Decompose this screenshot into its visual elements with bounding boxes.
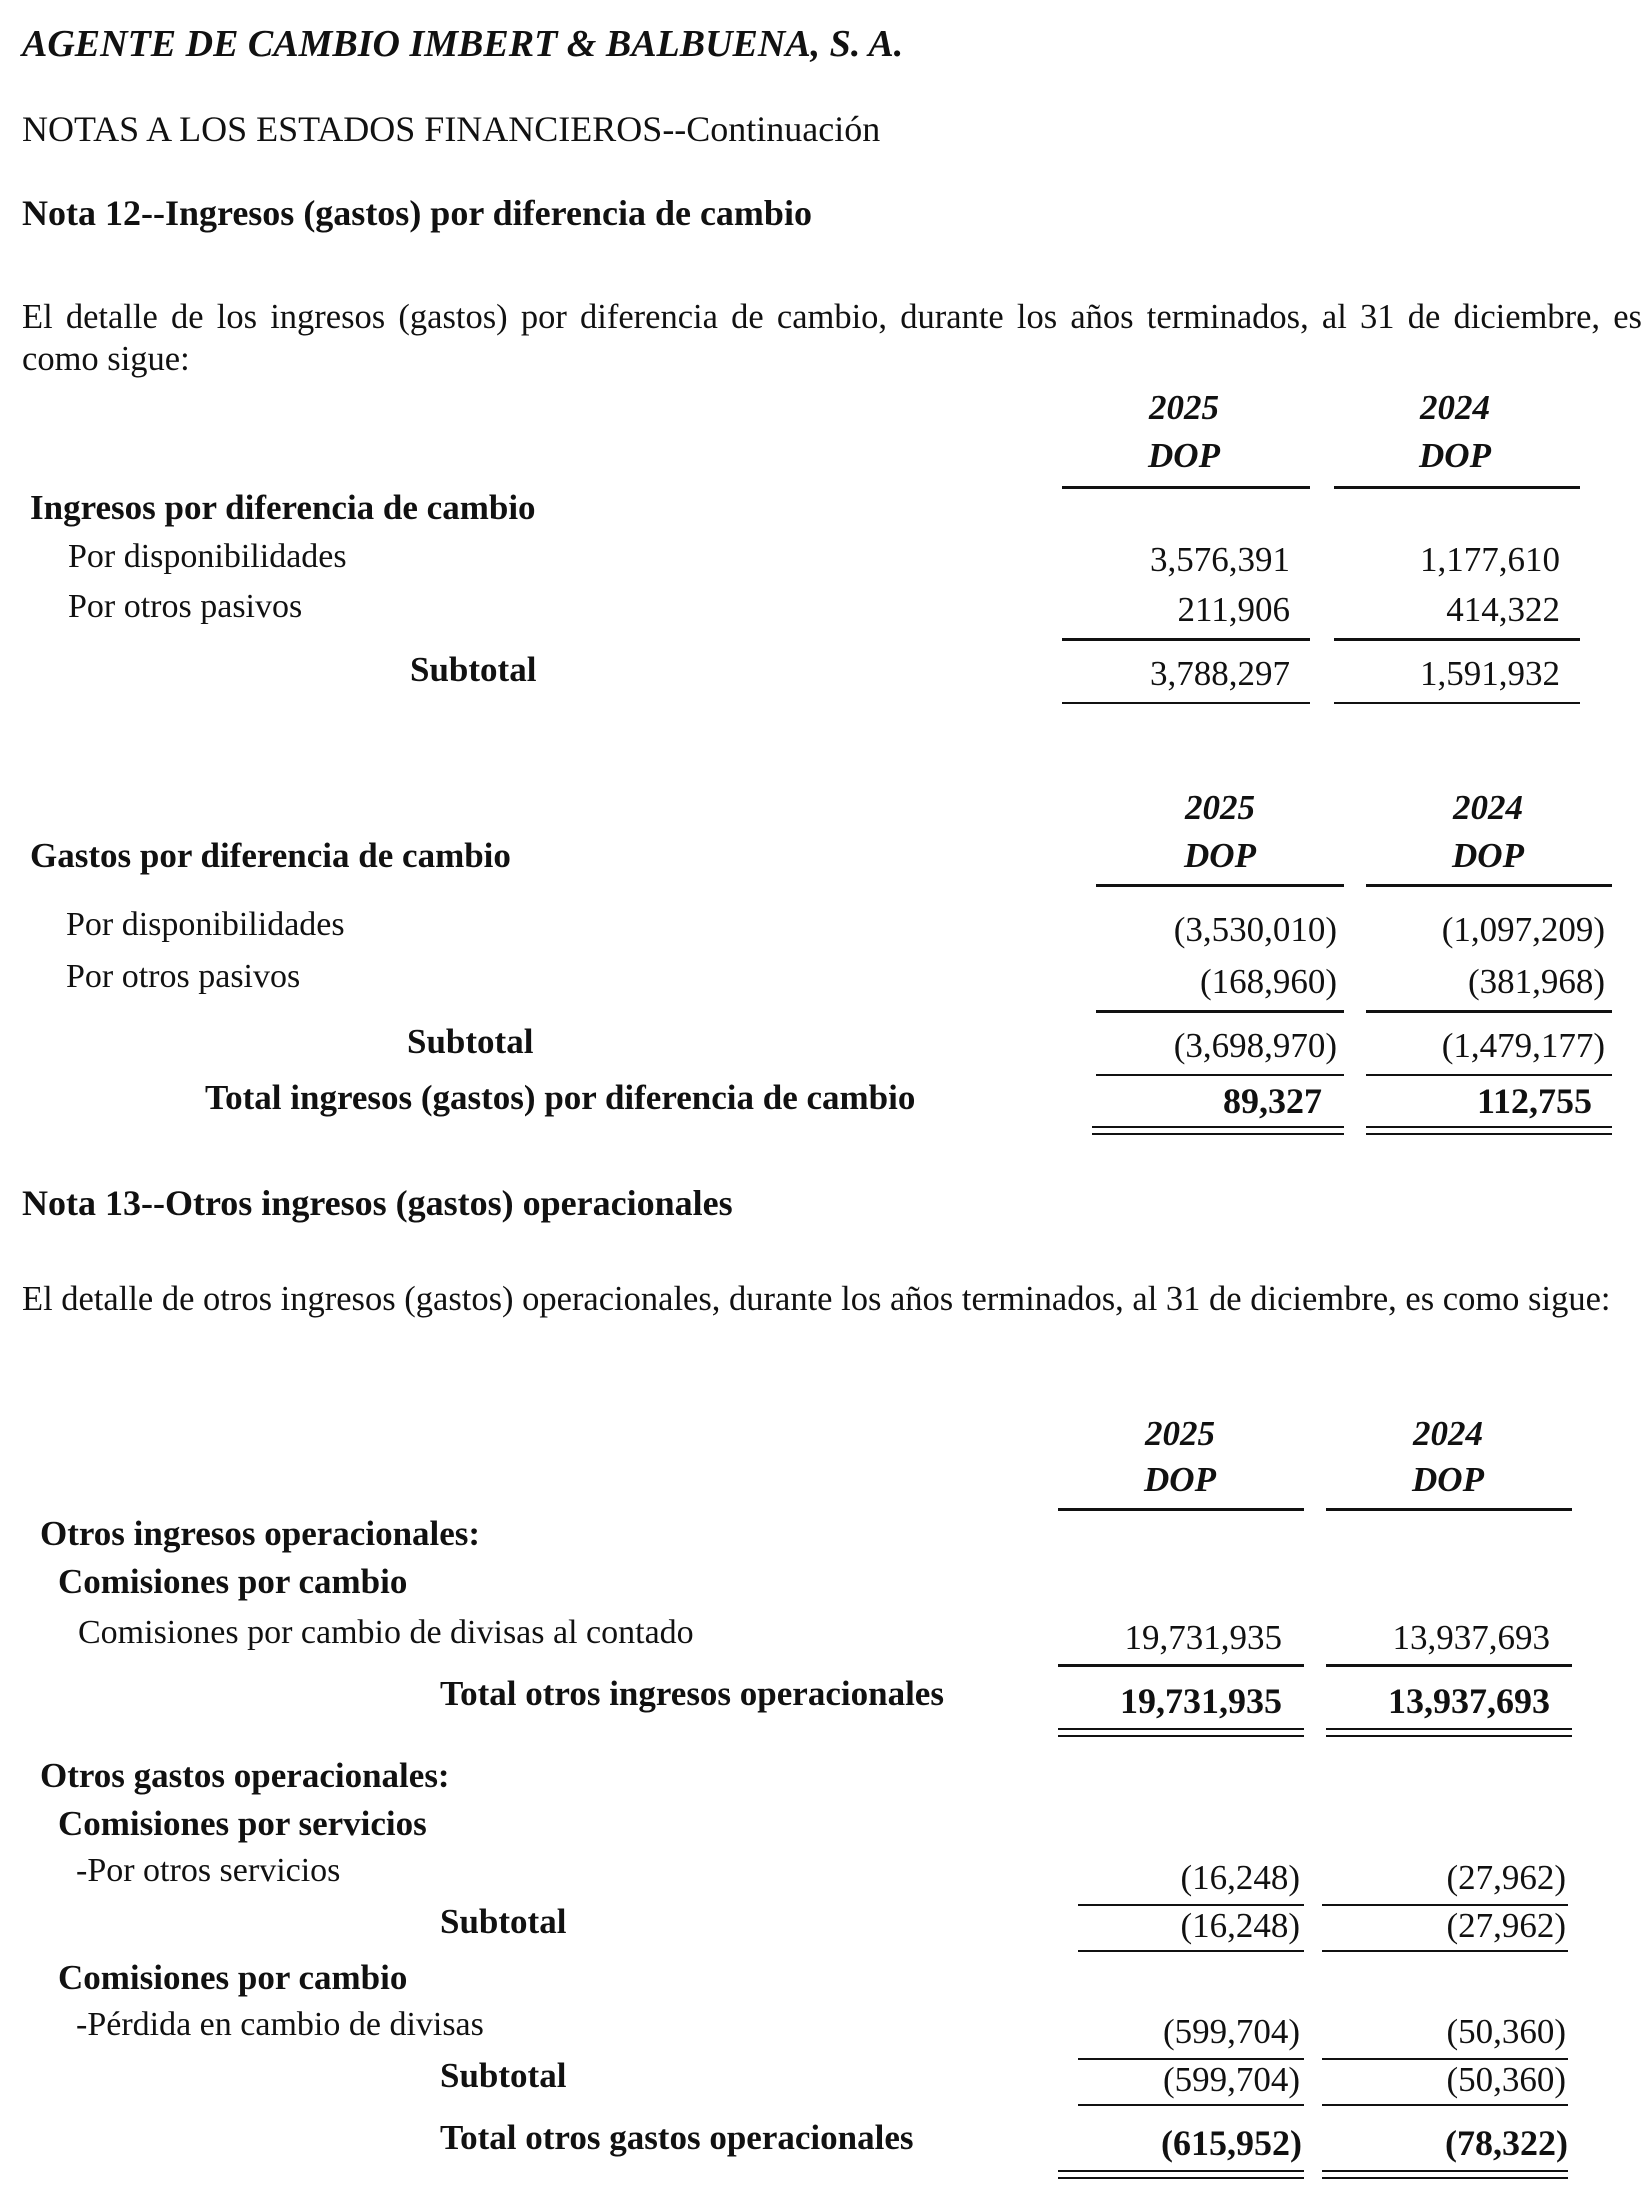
- total-otros-ingresos-label: Total otros ingresos operacionales: [440, 1674, 944, 1713]
- subtotal-rule: [1322, 2104, 1568, 2106]
- nota13-col-year-2025: 2025: [1145, 1414, 1215, 1453]
- nota-13-title: Nota 13--Otros ingresos (gastos) operacionales: [22, 1183, 733, 1223]
- ingresos-col-year-2024: 2024: [1420, 388, 1490, 427]
- total-otros-gastos-2025: (615,952): [1161, 2123, 1302, 2163]
- subtotal-rule: [1366, 1074, 1612, 1076]
- ingresos-subtotal-2024: 1,591,932: [1420, 654, 1560, 693]
- double-rule: [1092, 1126, 1344, 1135]
- ingresos-col-currency-2024: DOP: [1419, 436, 1491, 475]
- nota-12-title: Nota 12--Ingresos (gastos) por diferencia de cambio: [22, 193, 812, 233]
- gastos-row-value-2024: (381,968): [1467, 962, 1605, 1001]
- gastos-row-value-2025: (3,530,010): [1173, 910, 1337, 949]
- double-rule: [1366, 1126, 1612, 1135]
- total-diferencia-cambio-label: Total ingresos (gastos) por diferencia de cambio: [205, 1078, 916, 1117]
- otros-gastos-label: Otros gastos operacionales:: [40, 1756, 450, 1795]
- subtotal-rule: [1078, 1950, 1304, 1952]
- ingresos-row-value-2025: 211,906: [1177, 590, 1290, 629]
- gastos-subtotal-2024: (1,479,177): [1441, 1026, 1605, 1065]
- gastos-row-value-2025: (168,960): [1199, 962, 1337, 1001]
- nota13-col-year-2024: 2024: [1413, 1414, 1483, 1453]
- ingresos-row-value-2024: 414,322: [1446, 590, 1560, 629]
- subtotal-cambio-label: Subtotal: [440, 2056, 567, 2095]
- header-rule: [1326, 1508, 1572, 1511]
- subtotal-rule: [1366, 1010, 1612, 1013]
- company-name: AGENTE DE CAMBIO IMBERT & BALBUENA, S. A.: [22, 23, 904, 65]
- document-subtitle: NOTAS A LOS ESTADOS FINANCIEROS--Continuación: [22, 109, 881, 149]
- comisiones-cambio-label: Comisiones por cambio: [58, 1562, 408, 1601]
- subtotal-servicios-label: Subtotal: [440, 1902, 567, 1941]
- subtotal-rule: [1096, 1010, 1344, 1013]
- total-diferencia-cambio-2024: 112,755: [1476, 1081, 1592, 1121]
- subtotal-cambio-2025: (599,704): [1162, 2060, 1300, 2099]
- header-rule: [1062, 486, 1310, 489]
- header-rule: [1096, 884, 1344, 887]
- total-otros-ingresos-2025: 19,731,935: [1120, 1681, 1282, 1721]
- ingresos-section-label: Ingresos por diferencia de cambio: [30, 488, 536, 527]
- subtotal-cambio-2024: (50,360): [1446, 2060, 1566, 2099]
- subtotal-rule: [1062, 638, 1310, 641]
- nota-13-intro: El detalle de otros ingresos (gastos) operacionales, durante los años terminados, al 31 de diciembre, es como sigue:: [22, 1280, 1611, 1318]
- subtotal-rule: [1078, 2104, 1304, 2106]
- ingresos-row-label: Por disponibilidades: [68, 538, 347, 575]
- gastos-col-currency-2024: DOP: [1452, 836, 1524, 875]
- gastos-col-year-2025: 2025: [1185, 788, 1255, 827]
- comisiones-servicios-label: Comisiones por servicios: [58, 1804, 427, 1843]
- subtotal-rule: [1326, 1664, 1572, 1667]
- perdida-row-2025: (599,704): [1162, 2012, 1300, 2051]
- total-rule: [1062, 702, 1310, 704]
- gastos-subtotal-2025: (3,698,970): [1173, 1026, 1337, 1065]
- ingresos-row-value-2025: 3,576,391: [1150, 540, 1290, 579]
- ingresos-subtotal-2025: 3,788,297: [1150, 654, 1290, 693]
- perdida-row-2024: (50,360): [1446, 2012, 1566, 2051]
- subtotal-rule: [1096, 1074, 1344, 1076]
- header-rule: [1334, 486, 1580, 489]
- double-rule: [1058, 2170, 1304, 2179]
- header-rule: [1058, 1508, 1304, 1511]
- servicios-row-2025: (16,248): [1180, 1858, 1300, 1897]
- subtotal-servicios-2025: (16,248): [1180, 1906, 1300, 1945]
- gastos-subtotal-label: Subtotal: [407, 1022, 534, 1061]
- subtotal-rule: [1322, 1950, 1568, 1952]
- nota13-col-currency-2025: DOP: [1144, 1460, 1216, 1499]
- ingresos-row-label: Por otros pasivos: [68, 588, 303, 625]
- double-rule: [1058, 1728, 1304, 1737]
- ingresos-subtotal-label: Subtotal: [410, 650, 537, 689]
- total-otros-gastos-2024: (78,322): [1445, 2123, 1568, 2163]
- double-rule: [1322, 2170, 1568, 2179]
- double-rule: [1326, 1728, 1572, 1737]
- servicios-row-label: -Por otros servicios: [76, 1852, 341, 1889]
- otros-ingresos-label: Otros ingresos operacionales:: [40, 1514, 481, 1553]
- subtotal-rule: [1058, 1664, 1304, 1667]
- ingresos-col-currency-2025: DOP: [1148, 436, 1220, 475]
- total-rule: [1334, 702, 1580, 704]
- subtotal-servicios-2024: (27,962): [1446, 1906, 1566, 1945]
- nota-12-intro: El detalle de los ingresos (gastos) por diferencia de cambio, durante los años terminados, al 31 de diciembre, es como sigue:: [22, 298, 1642, 378]
- perdida-row-label: -Pérdida en cambio de divisas: [76, 2006, 484, 2043]
- total-otros-gastos-label: Total otros gastos operacionales: [440, 2118, 914, 2157]
- ingresos-row-value-2024: 1,177,610: [1420, 540, 1560, 579]
- total-otros-ingresos-2024: 13,937,693: [1388, 1681, 1550, 1721]
- divisas-row-2025: 19,731,935: [1124, 1618, 1282, 1657]
- total-diferencia-cambio-2025: 89,327: [1223, 1081, 1322, 1121]
- servicios-row-2024: (27,962): [1446, 1858, 1566, 1897]
- gastos-row-label: Por disponibilidades: [66, 906, 345, 943]
- header-rule: [1366, 884, 1612, 887]
- gastos-section-label: Gastos por diferencia de cambio: [30, 836, 511, 875]
- divisas-row-2024: 13,937,693: [1392, 1618, 1550, 1657]
- gastos-row-label: Por otros pasivos: [66, 958, 301, 995]
- gastos-col-year-2024: 2024: [1453, 788, 1523, 827]
- ingresos-col-year-2025: 2025: [1149, 388, 1219, 427]
- comisiones-cambio-gastos-label: Comisiones por cambio: [58, 1958, 408, 1997]
- nota13-col-currency-2024: DOP: [1412, 1460, 1484, 1499]
- gastos-col-currency-2025: DOP: [1184, 836, 1256, 875]
- subtotal-rule: [1334, 638, 1580, 641]
- divisas-row-label: Comisiones por cambio de divisas al contado: [78, 1614, 694, 1651]
- gastos-row-value-2024: (1,097,209): [1441, 910, 1605, 949]
